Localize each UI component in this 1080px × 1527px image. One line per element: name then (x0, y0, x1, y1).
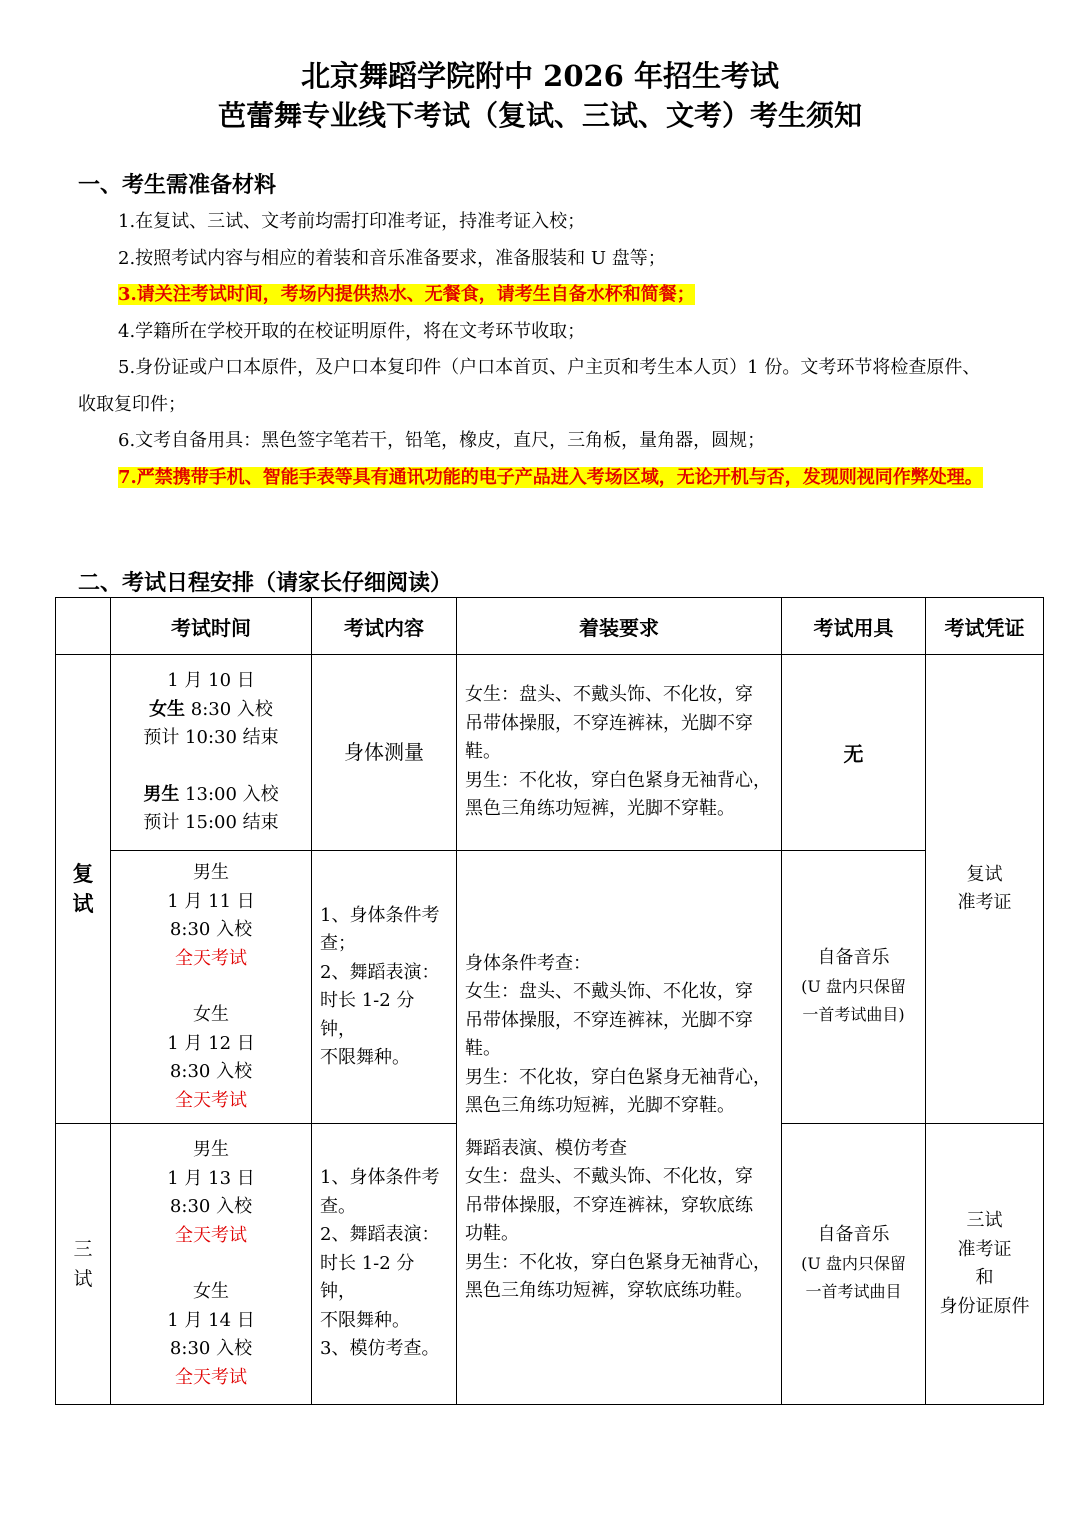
tools-note: 一首考试曲目 (805, 1282, 902, 1302)
section-heading-materials: 一、考生需准备材料 (78, 172, 277, 198)
credential-line: 准考证 (957, 892, 1012, 913)
round2-row2-tools (782, 851, 926, 1124)
credential-line: 三试 (966, 1210, 1003, 1231)
dress-line: 鞋。 (465, 1038, 501, 1059)
full-day-note: 全天考试 (175, 947, 247, 969)
exam-date: 1 月 10 日 (167, 670, 255, 692)
tools-note: 一首考试曲目) (802, 1005, 905, 1025)
page-subtitle: 芭蕾舞专业线下考试（复试、三试、文考）考生须知 (217, 99, 862, 132)
dress-line: 吊带体操服，不穿连裤袜，穿软底练 (465, 1194, 753, 1216)
dress-line: 男生：不化妆，穿白色紧身无袖背心， (465, 1251, 771, 1273)
spacer (111, 973, 311, 1001)
table-row (56, 851, 1044, 1124)
tools-note: (U 盘内只保留 (801, 1253, 906, 1273)
section-heading-schedule: 二、考试日程安排（请家长仔细阅读） (78, 570, 453, 596)
exam-date: 1 月 11 日 (167, 890, 255, 912)
round2-row1-tools: 无 (782, 655, 926, 851)
dress-line: 黑色三角练功短裤，光脚不穿鞋。 (465, 1095, 735, 1116)
content-line: 2、舞蹈表演： (320, 1224, 440, 1246)
dress-line: 女生：盘头、不戴头饰、不化妆，穿 (465, 1166, 753, 1187)
list-item (78, 350, 992, 423)
list-item-text: 5.身份证或户口本原件，及户口本复印件（户口本首页、户主页和考生本人页）1 份。文考环节将检查原件、收取复印件； (78, 357, 981, 415)
round-label-char: 复 (72, 861, 94, 886)
entry-time: 8:30 入校 (169, 1338, 253, 1359)
header-tools: 考试用具 (782, 598, 926, 655)
list-item-highlighted (78, 460, 992, 497)
round3-content (312, 1124, 457, 1405)
materials-list (78, 204, 992, 496)
dress-line: 鞋。 (465, 741, 501, 763)
schedule-table (55, 597, 1044, 1405)
dress-line: 吊带体操服，不穿连裤袜，光脚不穿 (465, 1009, 753, 1031)
header-credential: 考试凭证 (926, 598, 1044, 655)
round3-time (111, 1124, 312, 1405)
male-entry (111, 781, 311, 810)
round3-credential (926, 1124, 1044, 1405)
content-line: 不限舞种。 (320, 1309, 410, 1331)
gender-label: 女生 (193, 1281, 229, 1302)
dress-line: 黑色三角练功短裤，光脚不穿鞋。 (465, 798, 735, 820)
entry-time: 8:30 入校 (169, 919, 253, 940)
tools-note: (U 盘内只保留 (801, 976, 906, 996)
dress-line: 男生：不化妆，穿白色紧身无袖背心， (465, 769, 771, 791)
highlighted-text: 3.请关注考试时间，考场内提供热水、无餐食，请考生自备水杯和简餐； (118, 284, 695, 305)
dress-line: 舞蹈表演、模仿考查 (465, 1137, 627, 1159)
entry-time: 13:00 入校 (179, 783, 279, 805)
content-line: 查。 (320, 1195, 356, 1217)
round2-row1-content: 身体测量 (312, 655, 457, 851)
exam-date: 1 月 14 日 (167, 1309, 255, 1331)
dress-line: 功鞋。 (465, 1223, 519, 1244)
highlighted-text: 7.严禁携带手机、智能手表等具有通讯功能的电子产品进入考场区域，无论开机与否，发现则视同作弊处理。 (118, 466, 983, 488)
list-item (78, 314, 992, 351)
header-time: 考试时间 (111, 598, 312, 655)
round2-row1-dress (457, 655, 782, 851)
entry-time: 8:30 入校 (169, 1196, 253, 1217)
round2-label (56, 655, 111, 1124)
content-line: 时长 1-2 分钟， (320, 1252, 415, 1303)
content-line: 1、身体条件考 (320, 904, 440, 926)
full-day-note: 全天考试 (175, 1366, 247, 1388)
credential-line: 身份证原件 (939, 1295, 1030, 1317)
dress-line: 女生：盘头、不戴头饰、不化妆，穿 (465, 981, 753, 1002)
list-item-text: 4.学籍所在学校开取的在校证明原件，将在文考环节收取； (118, 320, 586, 342)
credential-line: 复试 (966, 863, 1003, 885)
dress-shared (457, 851, 782, 1405)
spacer (465, 1121, 773, 1135)
dress-line: 男生：不化妆，穿白色紧身无袖背心， (465, 1066, 771, 1088)
full-day-note: 全天考试 (175, 1089, 247, 1111)
list-item (78, 423, 992, 460)
content-line: 1、身体条件考 (320, 1167, 440, 1189)
round2-row1-time (111, 655, 312, 851)
end-time: 预计 15:00 结束 (143, 812, 279, 834)
tools-main: 自备音乐 (817, 1224, 890, 1246)
list-item-text: 2.按照考试内容与相应的着装和音乐准备要求，准备服装和 U 盘等； (118, 247, 666, 269)
round-label-char: 试 (72, 891, 94, 916)
gender-label: 女生 (193, 1004, 229, 1025)
round-label-char: 试 (73, 1268, 93, 1290)
page-title: 北京舞蹈学院附中 2026 年招生考试 (301, 59, 779, 93)
round2-credential (926, 655, 1044, 1124)
list-item (78, 204, 992, 241)
male-label: 男生 (143, 783, 180, 805)
round2-row2-time (111, 851, 312, 1124)
gender-label: 男生 (193, 862, 229, 883)
dress-line: 身体条件考查： (465, 952, 591, 974)
content-line: 3、模仿考查。 (320, 1338, 440, 1360)
gender-label: 男生 (193, 1139, 229, 1160)
round3-label (56, 1124, 111, 1405)
table-row (56, 655, 1044, 851)
female-label: 女生 (149, 698, 186, 720)
female-entry (111, 696, 311, 725)
spacer (111, 1250, 311, 1278)
entry-time: 8:30 入校 (169, 1061, 253, 1082)
exam-date: 1 月 13 日 (167, 1167, 255, 1189)
list-item-text: 6.文考自备用具：黑色签字笔若干，铅笔，橡皮，直尺，三角板，量角器，圆规； (118, 430, 766, 451)
round2-row2-content (312, 851, 457, 1124)
list-item-highlighted (78, 277, 992, 314)
tools-main: 自备音乐 (817, 947, 890, 969)
list-item-text: 1.在复试、三试、文考前均需打印准考证，持准考证入校； (118, 211, 586, 232)
credential-line: 准考证 (957, 1238, 1012, 1260)
content-line: 查； (320, 933, 356, 954)
entry-time: 8:30 入校 (185, 698, 273, 720)
dress-line: 女生：盘头、不戴头饰、不化妆，穿 (465, 684, 753, 706)
round3-tools (782, 1124, 926, 1405)
spacer (111, 753, 311, 781)
content-line: 时长 1-2 分钟， (320, 990, 415, 1040)
table-header-row (56, 598, 1044, 655)
exam-date: 1 月 12 日 (167, 1032, 255, 1054)
dress-line: 黑色三角练功短裤，穿软底练功鞋。 (465, 1280, 753, 1301)
header-dress: 着装要求 (457, 598, 782, 655)
header-blank (56, 598, 111, 655)
round-label-char: 三 (73, 1238, 93, 1260)
content-line: 2、舞蹈表演： (320, 961, 440, 983)
credential-line: 和 (975, 1267, 994, 1288)
full-day-note: 全天考试 (175, 1224, 247, 1246)
header-content: 考试内容 (312, 598, 457, 655)
dress-line: 吊带体操服，不穿连裤袜，光脚不穿 (465, 712, 753, 734)
list-item (78, 241, 992, 278)
end-time: 预计 10:30 结束 (143, 727, 279, 749)
content-line: 不限舞种。 (320, 1047, 410, 1068)
